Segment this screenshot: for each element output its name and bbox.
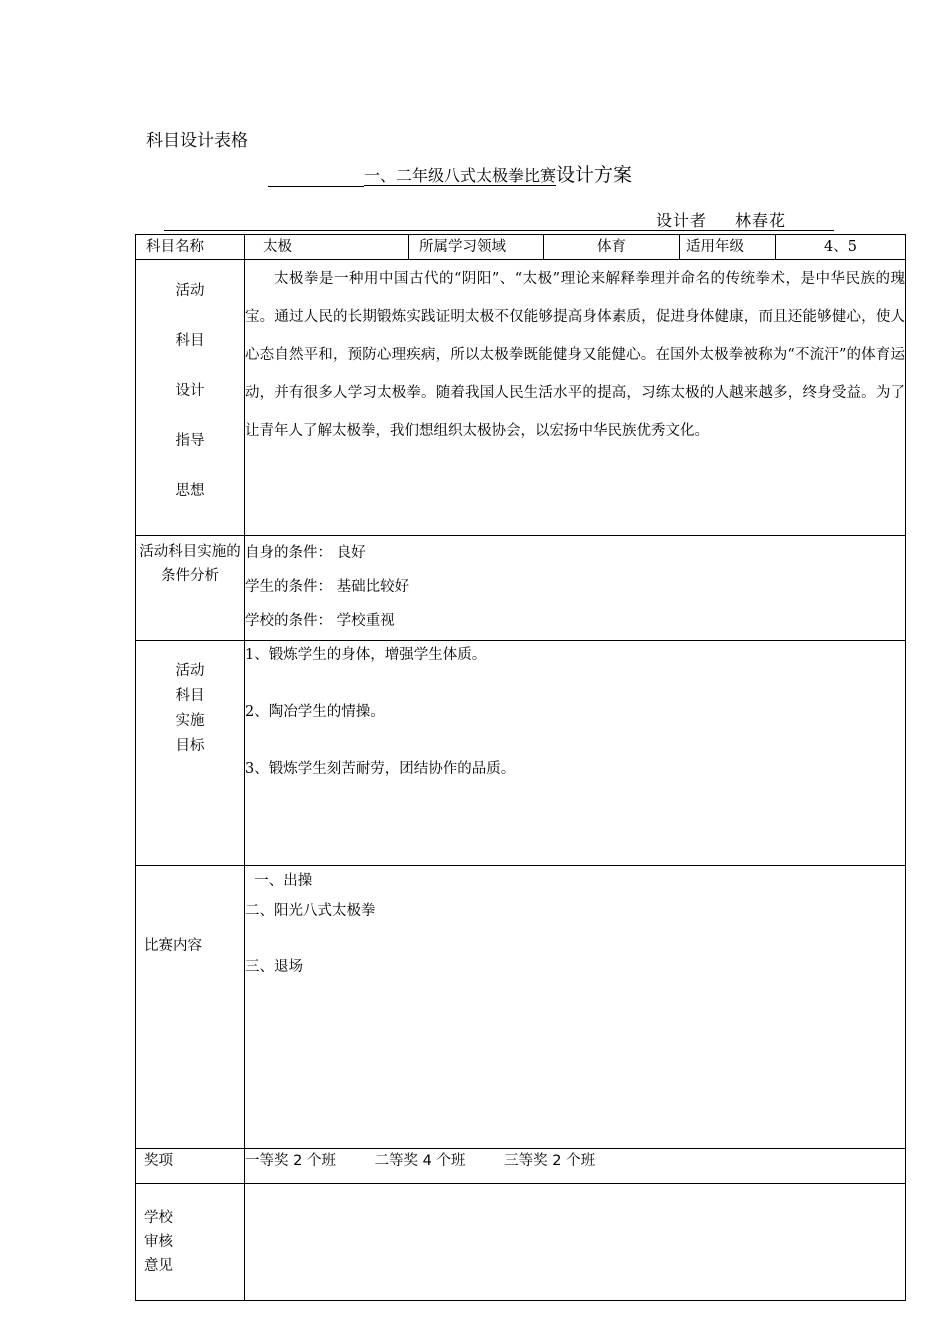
guiding-text-cell [245,260,906,536]
domain-label-cell: 所属学习领域 [409,235,544,260]
condition-self: 自身的条件： 良好 [245,545,366,561]
domain-value-cell: 体育 [544,235,680,260]
designer-label: 设计者 [655,211,707,230]
conditions-label-cell: 活动科目实施的条件分析 [136,536,245,641]
review-text-cell [245,1184,906,1301]
review-label-cell: 学校 审核 意见 [136,1184,245,1301]
content-row [136,866,906,1149]
goals-label-cell: 活动 科目 实施 目标 [136,641,245,866]
document-label: 科目设计表格 [146,131,248,151]
title-event-name: 一、二年级八式太极拳比赛 [364,166,557,185]
condition-students: 学生的条件： 基础比较好 [245,579,410,595]
content-text-cell [245,866,906,1149]
goal-item: 3、锻炼学生刻苦耐劳，团结协作的品质。 [245,761,516,777]
review-row [136,1184,906,1301]
subject-label-cell: 科目名称 [136,235,245,260]
award-third: 三等奖 2 个班 [504,1153,596,1169]
conditions-text-cell [245,536,906,641]
conditions-row [136,536,906,641]
designer-info [656,208,786,231]
guiding-label-cell: 活动 科目 设计 指导 思想 [136,260,245,536]
page-title [268,160,632,187]
subject-value-cell: 太极 [245,235,409,260]
goal-item: 1、锻炼学生的身体，增强学生体质。 [245,647,487,663]
awards-text-cell [245,1149,906,1184]
goal-item: 2、陶冶学生的情操。 [245,704,385,720]
grade-label-cell: 适用年级 [680,235,776,260]
goals-row [136,641,906,866]
designer-row [164,206,834,231]
content-item: 三、退场 [245,959,303,975]
content-label-cell: 比赛内容 [136,866,245,1149]
content-item: 一、出操 [245,873,313,889]
design-table [135,234,906,1301]
award-second: 二等奖 4 个班 [374,1153,466,1169]
guiding-paragraph: 太极拳是一种用中国古代的“阴阳”、“太极”理论来解释拳理并命名的传统拳术，是中华民族的瑰宝。通过人民的长期锻炼实践证明太极不仅能够提高身体素质，促进身体健康，而且还能够健心，使人心态自然平和，预防心理疾病，所以太极拳既能健身又能健心。在国外太极拳被称为“不流汗”的体育运动，并有很多人学习太极拳。随着我国人民生活水平的提高，习练太极的人越来越多，终身受益。为了让青年人了解太极拳，我们想组织太极协会，以宏扬中华民族优秀文化。 [245,271,905,439]
title-blank-line [268,168,364,187]
condition-school: 学校的条件： 学校重视 [245,613,395,629]
award-first: 一等奖 2 个班 [245,1153,336,1169]
content-item: 二、阳光八式太极拳 [245,903,376,919]
awards-row [136,1149,906,1184]
designer-name: 林春花 [734,211,786,230]
goals-text-cell [245,641,906,866]
awards-label-cell: 奖项 [136,1149,245,1184]
header-row [136,235,906,260]
grade-value-cell: 4、5 [776,235,906,260]
title-suffix: 设计方案 [556,164,633,186]
guiding-row [136,260,906,536]
